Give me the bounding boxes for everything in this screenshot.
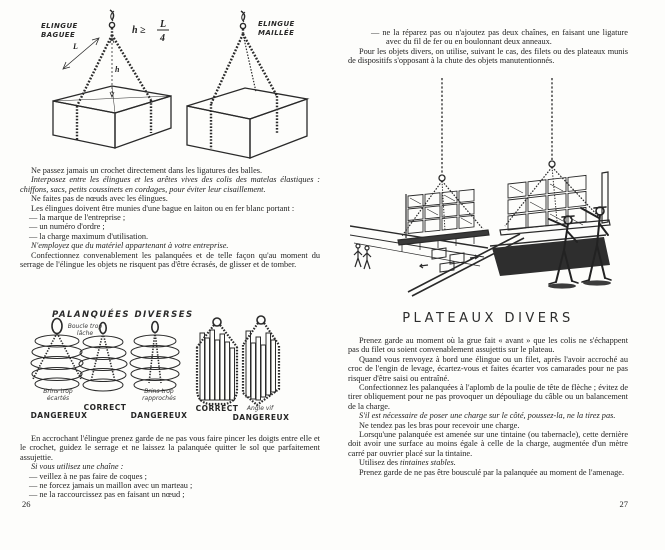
page-number-left: 26 [22,499,31,509]
tiny-workers [354,244,371,269]
hoist-load-2 [500,78,610,235]
paragraph: Quand vous renvoyez à bord une élingue ou un filet, après l'avoir accroché au croc de l'engin de levage, écartez-vous et faites écarter vos camarades pour ne pas risquer d'être saisi ou entraîné. [348,354,628,383]
page-left [0,0,332,550]
verdict-dangereux-1: DANGEREUX [30,411,88,420]
label-elingue-baguee-1: ELINGUE [41,22,78,30]
paragraph: Ne faites pas de nœuds avec les élingues. [31,194,168,204]
text-run: Utilisez des [359,458,401,468]
paragraph-italic: Si vous utilisez une chaîne : [31,462,124,472]
list-item: — ne la raccourcissez pas en faisant un nœud ; [29,490,185,500]
verdict-dangereux-2: DANGEREUX [130,411,188,420]
caption-boucle-lache: Boucle trop lâche [67,323,103,337]
section-heading-plateaux: PLATEAUX DIVERS [402,311,574,326]
left-text-block-1 [20,166,320,269]
paragraph: En accrochant l'élingue prenez garde de ne pas vous faire pincer les doigts entre elle et le crochet, guidez le serrage et ne laissez la palanquée quitter le sol que parfaitement assujettie. [20,434,320,462]
paragraph: Les élingues doivent être munies d'une bague en laiton ou en fer blanc portant : [31,203,295,213]
list-item: — ne forcez jamais un maillon avec un marteau ; [29,481,193,491]
paragraph: Lorsqu'une palanquée est amenée sur une tintaine (ou tabernacle), cette dernière doit avoir une surface au moins égale à celle de la charge, augmentée d'un mètre carré par ouvrier placé sur la tintaine. [348,430,628,458]
formula-numerator: L [160,19,167,30]
paragraph: Prenez garde de ne pas être bousculé par la palanquée au moment de l'amenage. [359,467,625,477]
verdict-correct-2: CORRECT [195,404,239,413]
section-heading-palanquees: PALANQUÉES DIVERSES [52,310,194,320]
paragraph-italic: S'il est nécessaire de poser une charge sur le côté, poussez-la, ne la tirez pas. [359,411,616,421]
shadow-2 [583,280,611,285]
verdict-dangereux-3: DANGEREUX [232,413,290,422]
list-item: — ne la réparez pas ou n'ajoutez pas deux chaînes, en faisant une ligature avec du fil de fer ou en boulonnant deux anneaux. [371,28,628,47]
paragraph-italic: Interposez entre les élingues et les arêtes vives des colis des matelas élastiques : chiffons, sacs, petits coussinets en cordages, pour éviter leur cisaillement. [20,175,320,194]
page-number-right: 27 [619,499,628,509]
crate-grid-1 [408,189,474,233]
formula-h-quarter-l [132,19,169,44]
label-elingue-baguee-2: BAGUEE [41,31,76,39]
figure-slings [15,8,320,166]
shadow-1 [548,283,576,288]
list-item: — veillez à ne pas faire de coques ; [29,471,147,481]
slings-illustration [15,8,320,166]
plank-bundle-sharp [243,316,279,405]
figure-plateaux [350,78,640,306]
caption-brins-rapproches: Brins trop rapprochés [142,388,176,402]
crate-grid-2 [508,175,586,230]
caption-angle-vif: Angle vif [246,405,274,412]
list-item: — la marque de l'entreprise ; [29,213,126,223]
hoist-load-1 [398,78,489,252]
paragraph [348,458,628,467]
verdict-correct-1: CORRECT [83,403,127,412]
plank-bundle-correct [197,318,237,404]
paragraph: Pour les objets divers, on utilise, suivant le cas, des filets ou des plateaux munis de dispositifs s'opposant à la chute des objets manutentionnés. [348,46,628,66]
sack-stack-close [130,322,180,392]
paragraph: Ne tendez pas les bras pour recevoir une charge. [359,420,520,430]
list-item: — un numéro d'ordre ; [29,222,105,232]
plateaux-illustration [350,78,640,306]
formula-denominator: 4 [160,33,165,44]
left-text-block-2 [20,434,320,500]
dim-label-h: h [115,65,120,74]
formula-lhs: h ≥ [132,25,146,36]
dim-label-L: L [73,42,78,51]
label-elingue-maillee-1: ELINGUE [258,20,295,28]
list-item: — la charge maximum d'utilisation. [29,231,149,241]
text-run-italic: tintaines stables. [400,458,456,468]
paragraph: Ne passez jamais un crochet directement dans les ligatures des balles. [31,166,263,175]
label-elingue-maillee-2: MAILLÉE [258,29,295,37]
paragraph: Prenez garde au moment où la grue fait « avant » que les colis ne s'échappent pas du filet ou soient convenablement assujettis sur le plateau. [348,336,628,355]
right-text-block-1 [348,28,628,66]
paragraph: Confectionnez les palanquées à l'aplomb de la poulie de tête de flèche ; évitez de tirer obliquement pour ne pas provoquer un dépouliage du câble ou un balancement de la charge. [348,383,628,411]
paragraph-italic: N'employez que du matériel appartenant à votre entreprise. [31,241,229,251]
paragraph: Confectionnez convenablement les palanquées et de telle façon qu'au moment du serrage de l'élingue les objets ne risquent pas d'être écrasés, de glisser et de tomber. [20,250,320,270]
right-text-block-2 [348,336,628,477]
caption-brins-ecartes: Brins trop écartés [43,388,73,402]
